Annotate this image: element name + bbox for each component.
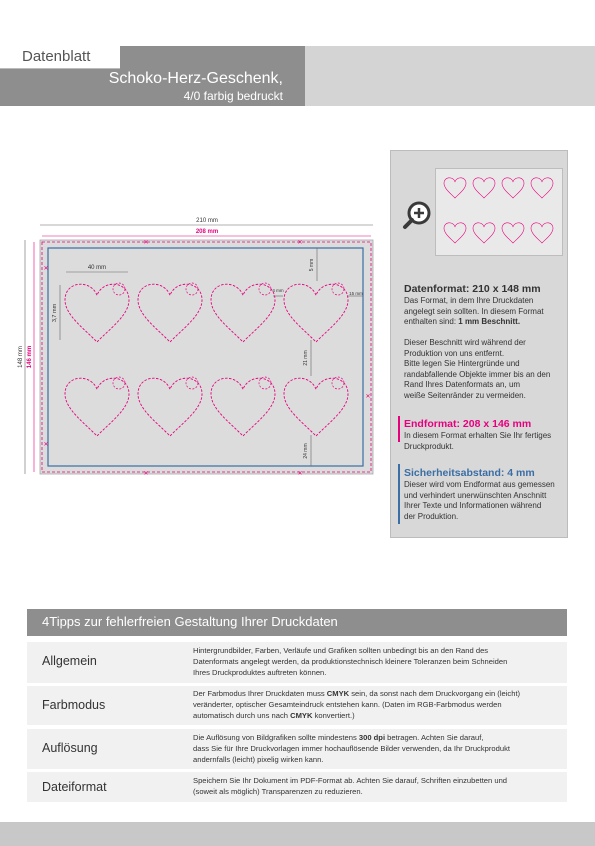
thumb-heart — [444, 223, 466, 243]
dim-21-label: 21 mm — [303, 350, 309, 366]
data-format-area — [40, 240, 373, 474]
tip-label-aufloesung: Auflösung — [42, 741, 98, 755]
dim-40-label: 40 mm — [87, 265, 107, 271]
sicherheit-marker — [398, 464, 400, 524]
zoom-in-icon[interactable] — [401, 198, 435, 232]
svg-text:✕: ✕ — [365, 394, 371, 400]
thumb-heart — [502, 178, 524, 198]
product-subtitle: 4/0 farbig bedruckt — [183, 89, 283, 103]
dim-210-label: 210 mm — [196, 218, 218, 224]
thumb-heart — [531, 223, 553, 243]
thumb-heart — [473, 178, 495, 198]
svg-text:✕: ✕ — [297, 240, 303, 246]
thumb-heart — [473, 223, 495, 243]
thumb-heart — [502, 223, 524, 243]
svg-text:✕: ✕ — [43, 442, 49, 448]
tip-text-allgemein: Hintergrundbilder, Farben, Verläufe und Grafiken sollten unbedingt bis an den Rand des Datenformats angelegt werden, da produktionstechnisch kleinere Toleranzen beim Schneiden Ihres Druckproduktes auftreten können. — [193, 646, 508, 677]
preview-thumbnail[interactable] — [435, 168, 563, 256]
tip-text-farbmodus: Der Farbmodus Ihrer Druckdaten muss CMYK sein, da sonst nach dem Druckvorgang ein (leicht) veränderter, optischer Gesamteindruck entstehen kann. (Daten im RGB-Farbmodus werden automatisch durch uns nach CMYK konvertiert.) — [193, 689, 521, 720]
thumb-heart — [444, 178, 466, 198]
dim-24-label: 24 mm — [303, 443, 309, 459]
svg-text:✕: ✕ — [297, 471, 303, 477]
tip-label-dateiformat: Dateiformat — [42, 780, 107, 794]
sicherheit-text: Dieser wird vom Endformat aus gemessen und verhindert unerwünschten Anschnitt Ihrer Texte und Informationen während der Produktion. — [404, 480, 555, 521]
datenformat-heading: Datenformat: 210 x 148 mm — [404, 283, 541, 295]
endformat-text: In diesem Format erhalten Sie Ihr fertiges Druckprodukt. — [404, 431, 552, 451]
datenblatt-label: Datenblatt — [22, 48, 91, 65]
dim-5-label: 5 mm — [309, 258, 315, 272]
dim-15-label: 15 mm — [349, 291, 363, 296]
dim-148-label: 148 mm — [18, 346, 24, 368]
svg-text:✕: ✕ — [43, 266, 49, 272]
dim-37-label: 3,7 mm — [52, 303, 58, 323]
product-title: Schoko-Herz-Geschenk, — [108, 70, 283, 87]
beschnitt-text: Dieser Beschnitt wird während der Produktion von uns entfernt. Bitte legen Sie Hintergründe und randabfallende Objekte immer bis an den Rand Ihres Datenformats an, um weiße Seitenränder zu vermeiden. — [404, 338, 551, 400]
datenformat-text: Das Format, in dem Ihre Druckdaten angelegt sein sollten. In diesem Format enthalten sind: 1 mm Beschnitt. — [404, 296, 544, 326]
tip-label-farbmodus: Farbmodus — [42, 698, 106, 712]
dim-146-label: 146 mm — [27, 345, 33, 369]
sicherheit-heading: Sicherheitsabstand: 4 mm — [404, 467, 535, 479]
dim-208-label: 208 mm — [195, 229, 219, 235]
template-diagram — [0, 200, 385, 485]
endformat-marker — [398, 416, 400, 442]
svg-text:✕: ✕ — [143, 240, 149, 246]
tips-title: 4Tipps zur fehlerfreien Gestaltung Ihrer Druckdaten — [42, 614, 338, 629]
tip-text-aufloesung: Die Auflösung von Bildgrafiken sollte mindestens 300 dpi betragen. Achten Sie darauf, dass Sie für Ihre Druckvorlagen immer hochauflösende Bilder verwenden, da Ihr Druckprodukt andernfalls (leicht) pixelig wirken kann. — [193, 733, 510, 764]
tip-label-allgemein: Allgemein — [42, 654, 97, 668]
thumb-heart — [531, 178, 553, 198]
dim-4-label: 4 mm — [272, 288, 284, 293]
tip-text-dateiformat: Speichern Sie Ihr Dokument im PDF-Format ab. Achten Sie darauf, Schriften einzubetten und (soweit als möglich) Transparenzen zu reduzieren. — [193, 776, 508, 796]
footer-bar — [0, 822, 595, 846]
svg-text:✕: ✕ — [143, 471, 149, 477]
endformat-heading: Endformat: 208 x 146 mm — [404, 418, 532, 430]
